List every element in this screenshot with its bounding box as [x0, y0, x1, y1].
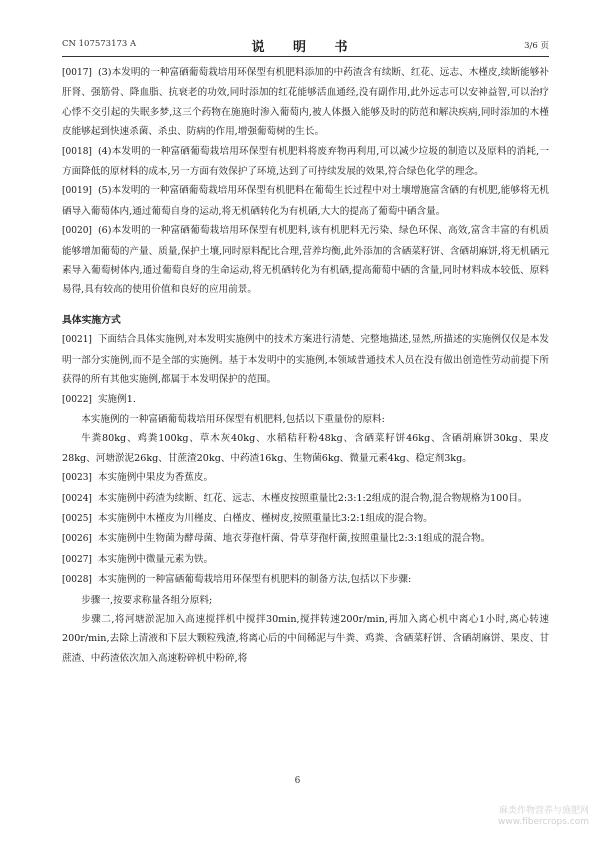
- paragraph-number: [0024]: [62, 493, 92, 504]
- paragraph-number: [0017]: [62, 68, 92, 78]
- page-info: 3/6 页: [524, 41, 549, 51]
- watermark-title: 麻类作物营养与施肥网: [498, 806, 589, 816]
- paragraph-0022: [62, 390, 549, 410]
- page-header: [62, 36, 549, 54]
- paragraph-0017: [62, 63, 549, 142]
- paragraph-text: 实施例1.: [97, 393, 136, 405]
- paragraph-number: [0020]: [62, 226, 92, 237]
- section-heading: 具体实施方式: [62, 314, 121, 326]
- step-two: 步骤二,将河塘淤泥加入高速搅拌机中搅拌30min,搅拌转速200r/min,再加入离心机中离心1小时,离心转速200r/min,去除上清液和下层大颗粒残渣,将离心后的中间稀泥与牛粪、鸡粪、含硒菜籽饼、含硒胡麻饼、果皮、甘蔗渣、中药渣依次加入高速粉碎机中粉碎,将: [62, 613, 549, 664]
- paragraph-number: [0022]: [62, 394, 92, 405]
- paragraph-number: [0018]: [62, 146, 92, 157]
- paragraph-0027: [62, 550, 549, 570]
- paragraph-number: [0021]: [62, 335, 92, 346]
- example-materials: 牛粪80kg、鸡粪100kg、草木灰40kg、水稻秸秆粉48kg、含硒菜籽饼46kg、含硒胡麻饼30kg、果皮28kg、河塘淤泥26kg、甘蔗渣20kg、中药渣16kg、生物菌6kg、微量元素4kg、稳定剂3kg。: [62, 433, 549, 464]
- paragraph-0018: [62, 142, 549, 182]
- paragraph-number: [0026]: [62, 534, 92, 545]
- paragraph-text: 下面结合具体实施例,对本发明实施例中的技术方案进行清楚、完整地描述,显然,所描述的实施例仅仅是本发明一部分实施例,而不是全部的实施例。基于本发明中的实施例,本领域普通技术人员在没有做出创造性劳动前提下所获得的所有其他实施例,都属于本发明保护的范围。: [62, 334, 549, 386]
- header-rule: [62, 56, 549, 57]
- paragraph-number: [0023]: [62, 473, 92, 484]
- paragraph-text: (6)本发明的一种富硒葡萄栽培用环保型有机肥料,该有机肥料无污染、绿色环保、高效,富含丰富的有机质能够增加葡萄的产量、质量,保护土壤,同时原料配比合理,营养均衡,此外添加的含硒菜籽饼、含硒胡麻饼,将无机硒元素导入葡萄树体内,通过葡萄自身的生命运动,将无机硒转化为有机硒,提高葡萄中硒的含量,同时材料成本较低、原料易得,具有较高的使用价值和良好的应用前景。: [62, 225, 549, 296]
- paragraph-text: 本实施例中果皮为香蕉皮。: [97, 472, 214, 484]
- paragraph-text: 本实施例中生物菌为酵母菌、地衣芽孢杆菌、骨草芽孢杆菌,按照重量比2:3:1组成的混合物。: [97, 533, 491, 545]
- paragraph-0025: [62, 509, 549, 529]
- paragraph-text: (5)本发明的一种富硒葡萄栽培用环保型有机肥料在葡萄生长过程中对土壤增施富含硒的有机肥,能够将无机硒导入葡萄体内,通过葡萄自身的运动,将无机硒转化为有机硒,大大的提高了葡萄中硒含量。: [62, 185, 549, 217]
- paragraph-text: (3)本发明的一种富硒葡萄栽培用环保型有机肥料添加的中药渣含有续断、红花、远志、木槿皮,续断能够补肝肾、强筋骨、降血脂、抗衰老的功效,同时添加的红花能够活血通经,没有副作用,此外远志可以安神益智,可以治疗心悸不交引起的失眠多梦,这三个药物在施施时渗入葡萄内,被人体摄入能够及时的防范和解决疾病,同时添加的木槿皮能够起到快速杀菌、杀虫、防病的作用,增强葡萄树的生长。: [62, 67, 549, 138]
- site-watermark: [498, 806, 589, 828]
- paragraph-text: 本实施例的一种富硒葡萄栽培用环保型有机肥料的制备方法,包括以下步骤:: [97, 574, 412, 586]
- paragraph-0020: [62, 221, 549, 300]
- paragraph-0023: [62, 468, 549, 488]
- paragraph-number: [0025]: [62, 513, 92, 524]
- example-intro: 本实施例的一种富硒葡萄栽培用环保型有机肥料,包括以下重量份的原料:: [81, 413, 385, 425]
- document-title: 说 明 书: [251, 40, 360, 55]
- paragraph-number: [0027]: [62, 554, 92, 565]
- document-id: CN 107573173 A: [62, 39, 137, 49]
- paragraph-text: 本实施例中药渣为续断、红花、远志、木槿皮按照重量比2:3:1:2组成的混合物,混合物规格为100目。: [97, 492, 528, 504]
- paragraph-0024: [62, 489, 549, 509]
- paragraph-0021: [62, 330, 549, 389]
- paragraph-0026: [62, 529, 549, 549]
- paragraph-text: (4)本发明的一种富硒葡萄栽培用环保型有机肥料将废弃物再利用,可以减少垃圾的制造以及原料的消耗,一方面降低的原材料的成本,另一方面有效保护了环境,达到了可持续发展的效果,符合绿色化学的理念。: [62, 145, 549, 178]
- step-one: 步骤一,按要求称量各组分原料;: [81, 594, 213, 606]
- paragraph-number: [0028]: [62, 575, 92, 586]
- page-number: 6: [294, 776, 301, 786]
- watermark-url: www.fibercrops.com: [498, 817, 589, 827]
- paragraph-0028: [62, 570, 549, 590]
- paragraph-text: 本实施例中木槿皮为川槿皮、白槿皮、槿树皮,按照重量比3:2:1组成的混合物。: [97, 512, 433, 524]
- document-body: [62, 63, 549, 668]
- paragraph-text: 本实施例中微量元素为铁。: [97, 553, 214, 565]
- paragraph-0019: [62, 181, 549, 221]
- paragraph-number: [0019]: [62, 186, 92, 197]
